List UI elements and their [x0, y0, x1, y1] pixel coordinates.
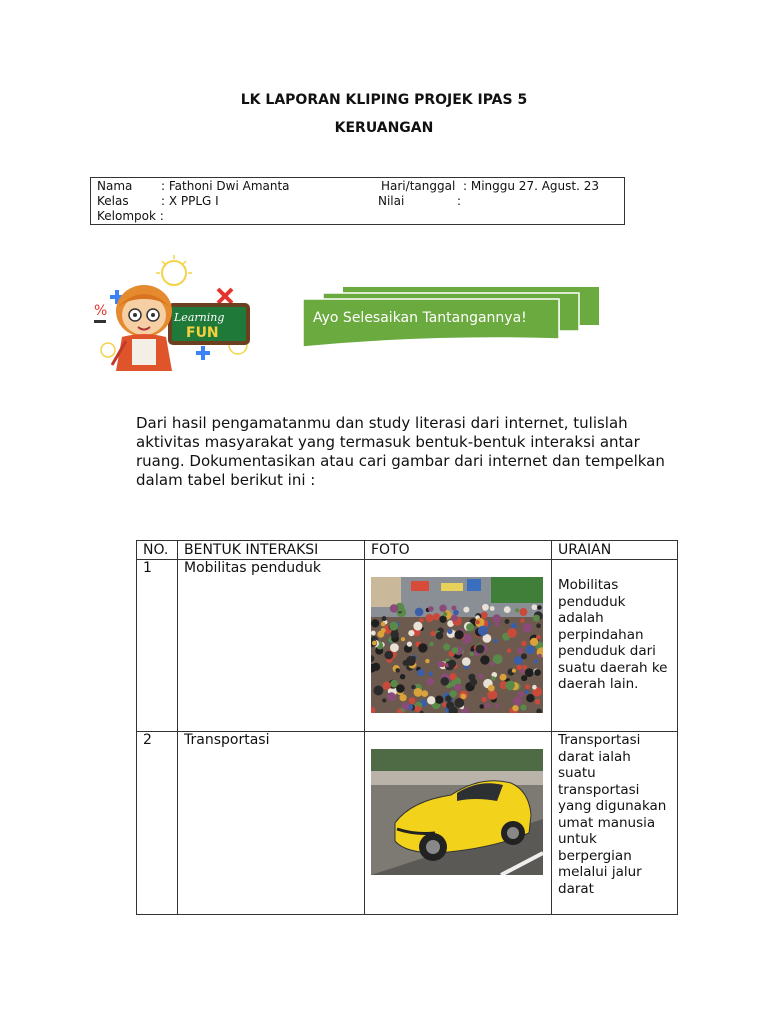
crowd-person — [513, 697, 522, 706]
crowd-person — [372, 641, 377, 646]
banner-text: Ayo Selesaikan Tantangannya! — [313, 310, 527, 326]
row1-no: 1 — [137, 560, 178, 732]
crowd-person — [518, 691, 524, 697]
crowd-person — [419, 618, 424, 623]
crowd-person — [396, 684, 405, 693]
crowd-person — [521, 653, 527, 659]
crowd-person — [488, 685, 495, 692]
crowd-person — [500, 674, 507, 681]
crowd-person — [505, 681, 515, 691]
crowd-person — [511, 623, 517, 629]
crowd-person — [485, 703, 490, 708]
crowd-person — [382, 616, 387, 621]
crowd-person — [490, 606, 495, 611]
crowd-person — [448, 660, 456, 668]
crowd-person — [401, 637, 405, 641]
crowd-person — [390, 643, 399, 652]
row1-foto-cell — [365, 560, 552, 732]
crowd-person — [428, 606, 434, 612]
row2-foto-cell — [365, 732, 552, 915]
crowd-person — [480, 655, 489, 664]
crowd-person — [447, 629, 452, 634]
crowd-person — [450, 681, 456, 687]
crowd-person — [387, 692, 396, 701]
crowd-person — [538, 654, 542, 658]
header-bentuk: BENTUK INTERAKSI — [178, 541, 365, 560]
table-header-row — [137, 541, 678, 560]
crowd-person — [427, 678, 434, 685]
crowd-person — [525, 690, 529, 694]
crowd-person — [427, 696, 435, 704]
document-subtitle: KERUANGAN — [334, 120, 434, 136]
crowd-person — [373, 686, 383, 696]
crowd-person — [504, 606, 511, 613]
challenge-banner — [303, 285, 599, 347]
crowd-person — [425, 659, 429, 663]
nilai-value: : — [457, 194, 462, 208]
crowd-person — [390, 604, 398, 612]
crowd-person — [526, 694, 534, 702]
row2-bentuk: Transportasi — [178, 732, 365, 915]
crowd-person — [395, 668, 400, 673]
crowd-person — [451, 606, 456, 611]
crowd-person — [533, 615, 540, 622]
crowd-person — [536, 623, 541, 628]
crowd-person — [428, 672, 433, 677]
crowd-person — [439, 616, 446, 623]
crowd-person — [446, 701, 454, 709]
row1-bentuk: Mobilitas penduduk — [178, 560, 365, 732]
crowd-person — [443, 643, 450, 650]
crowd-person — [454, 698, 464, 708]
crowd-person — [481, 697, 486, 702]
crowd-person — [389, 622, 398, 631]
crowd-person — [521, 641, 526, 646]
crowd-person — [505, 619, 510, 624]
crowd-person — [515, 608, 519, 612]
crowd-person — [512, 705, 518, 711]
crowd-person — [382, 698, 386, 702]
crowd-person — [439, 605, 446, 612]
crowd-person — [371, 631, 376, 636]
kelompok-label: Kelompok : — [97, 209, 164, 223]
crowd-person — [421, 690, 428, 697]
crowd-person — [534, 659, 538, 663]
crowd-person — [478, 674, 483, 679]
crowd-person — [523, 665, 528, 670]
hari-value: : Minggu 27. Agust. 23 — [463, 179, 599, 193]
crowd-person — [520, 618, 525, 623]
crowd-person — [411, 685, 416, 690]
nilai-label: Nilai — [378, 194, 405, 208]
crowd-person — [507, 628, 517, 638]
crowd-person — [381, 628, 386, 633]
crowd-person — [517, 648, 523, 654]
kelas-label: Kelas — [97, 194, 129, 208]
row1-uraian: Mobilitas penduduk adalah perpindahan penduduk dari suatu daerah ke daerah lain. — [558, 577, 668, 692]
crowd-person — [487, 690, 497, 700]
crowd-person — [470, 678, 478, 686]
crowd-person — [495, 704, 499, 708]
sign-line1: Learning — [174, 311, 225, 324]
crowd-person — [525, 668, 534, 677]
crowd-person — [385, 651, 394, 660]
crowd-person — [450, 690, 457, 697]
nama-label: Nama — [97, 179, 133, 193]
svg-text:%: % — [94, 303, 108, 319]
crowd-person — [429, 642, 433, 646]
crowd-person — [522, 623, 532, 633]
crowd-person — [476, 620, 480, 624]
crowd-person — [371, 619, 379, 627]
crowd-person — [492, 614, 501, 623]
crowd-person — [400, 674, 405, 679]
header-foto: FOTO — [365, 541, 552, 560]
crowd-person — [461, 694, 467, 700]
crowd-person — [512, 669, 516, 673]
crowd-person — [418, 643, 427, 652]
crowd-person — [478, 626, 488, 636]
learning-fun-mascot — [88, 255, 260, 377]
crowd-person — [482, 604, 489, 611]
crowd-person — [402, 703, 410, 711]
crowd-person — [449, 673, 456, 680]
nama-value: : Fathoni Dwi Amanta — [161, 179, 290, 193]
table-row — [137, 732, 678, 915]
crowd-person — [414, 688, 423, 697]
crowd-person — [436, 632, 444, 640]
crowd-person — [470, 652, 475, 657]
sign-line2: FUN — [186, 325, 219, 341]
header-uraian: URAIAN — [552, 541, 678, 560]
crowd-person — [535, 699, 540, 704]
row2-no: 2 — [137, 732, 178, 915]
header-no: NO. — [137, 541, 178, 560]
kelas-value: : X PPLG I — [161, 194, 219, 208]
crowd-person — [521, 675, 527, 681]
table-row — [137, 560, 678, 732]
crowd-person — [453, 610, 459, 616]
crowd-person — [490, 662, 495, 667]
crowd-person — [526, 645, 535, 654]
crowd-person — [430, 631, 435, 636]
crowd-person — [415, 706, 422, 713]
crowd-person — [455, 630, 464, 639]
crowd-person — [481, 612, 488, 619]
crowd-person — [519, 608, 527, 616]
document-title: LK LAPORAN KLIPING PROJEK IPAS 5 — [240, 92, 528, 108]
crowd-person — [451, 615, 458, 622]
crowd-person — [437, 661, 443, 667]
crowd-person — [463, 634, 472, 643]
crowd-person — [520, 704, 526, 710]
crowd-photo — [371, 577, 543, 713]
crowd-person — [463, 607, 469, 613]
student-info-box — [90, 177, 625, 225]
crowd-person — [462, 657, 471, 666]
row2-uraian: Transportasi darat ialah suatu transportasi yang digunakan umat manusia untuk berpergian melalui jalur darat — [558, 732, 667, 897]
crowd-person — [400, 694, 407, 701]
interaction-table — [136, 540, 678, 915]
crowd-person — [383, 682, 391, 690]
crowd-person — [534, 669, 541, 676]
crowd-person — [494, 639, 498, 643]
crowd-person — [507, 648, 512, 653]
crowd-person — [530, 638, 538, 646]
crowd-person — [532, 604, 538, 610]
crowd-person — [408, 630, 414, 636]
crowd-person — [476, 645, 485, 654]
yellow-car-photo — [371, 749, 543, 875]
crowd-person — [409, 697, 416, 704]
crowd-person — [441, 677, 450, 686]
crowd-person — [443, 612, 448, 617]
crowd-person — [435, 696, 443, 704]
crowd-person — [407, 642, 412, 647]
crowd-person — [413, 622, 422, 631]
crowd-person — [391, 630, 399, 638]
crowd-person — [491, 676, 495, 680]
hari-label: Hari/tanggal — [381, 179, 456, 193]
crowd-person — [381, 622, 386, 627]
crowd-person — [493, 654, 503, 664]
crowd-person — [520, 669, 525, 674]
crowd-person — [425, 614, 433, 622]
crowd-person — [417, 669, 424, 676]
crowd-person — [466, 623, 474, 631]
instruction-paragraph: Dari hasil pengamatanmu dan study literasi dari internet, tulislah aktivitas masyarakat yang termasuk bentuk-bentuk interaksi antar ruang. Dokumentasikan atau cari gambar dari internet dan tempelkan dalam tabel berikut ini : — [136, 414, 665, 489]
crowd-person — [525, 684, 530, 689]
crowd-person — [406, 656, 416, 666]
crowd-person — [415, 608, 424, 617]
crowd-person — [452, 647, 459, 654]
crowd-person — [479, 704, 484, 709]
crowd-person — [433, 613, 440, 620]
crowd-person — [532, 685, 537, 690]
crowd-person — [537, 605, 542, 610]
